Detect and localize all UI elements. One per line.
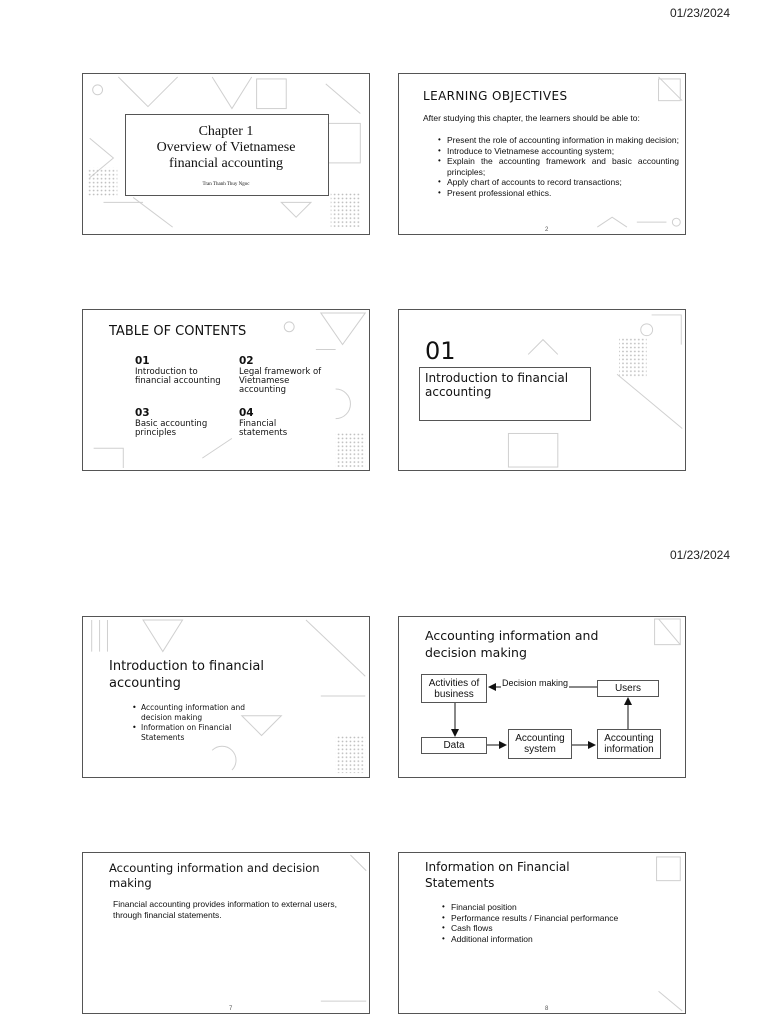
- slide-table-of-contents: [82, 309, 370, 471]
- slide-decoration: [83, 617, 369, 777]
- list-item: • Present professional ethics.: [447, 188, 679, 199]
- toc-item: Legal framework of Vietnamese accounting: [239, 367, 322, 395]
- author-name: Tran Thanh Thuy Ngoc: [202, 182, 250, 187]
- list-item: • Cash flows: [451, 923, 681, 934]
- data-box: Data: [421, 737, 487, 754]
- toc-item: Introduction to financial accounting: [135, 367, 221, 386]
- chapter-title-line-3: financial accounting: [169, 156, 283, 171]
- slide-learning-objectives: [398, 73, 686, 235]
- toc-number: 02: [239, 355, 254, 367]
- slide-chapter-title: [82, 73, 370, 235]
- users-box: Users: [597, 680, 659, 697]
- decision-making-label: Decision making: [502, 678, 569, 688]
- toc-item: Financial statements: [239, 419, 288, 438]
- accounting-system-box: Accounting system: [508, 729, 572, 759]
- slide-body: Financial accounting provides information to external users, through financial statements.: [113, 899, 337, 920]
- list-item: • Performance results / Financial performance: [451, 913, 681, 924]
- slide-title: Accounting information and decision making: [425, 628, 599, 660]
- slide-financial-statements-info: [398, 852, 686, 1014]
- chapter-title-line-2: Overview of Vietnamese: [156, 140, 296, 155]
- page-number: 8: [545, 1006, 549, 1012]
- slide-title: Information on Financial Statements: [425, 860, 570, 890]
- list-item: • Explain the accounting framework and basic accounting principles;: [447, 156, 679, 177]
- accounting-information-box: Accounting information: [597, 729, 661, 759]
- page-number: 7: [229, 1006, 233, 1012]
- page-number: 2: [545, 227, 549, 233]
- slide-intro-financial-accounting: [82, 616, 370, 778]
- list-item: • Information on Financial Statements: [141, 723, 251, 743]
- toc-item: Basic accounting principles: [135, 419, 208, 438]
- activities-of-business-box: Activities of business: [421, 674, 487, 703]
- slide-section-01: [398, 309, 686, 471]
- list-item: • Apply chart of accounts to record transactions;: [447, 177, 679, 188]
- list-item: • Accounting information and decision making: [141, 703, 251, 723]
- topic-list: [129, 703, 251, 743]
- slide-decision-diagram: [398, 616, 686, 778]
- section-number: 01: [425, 337, 456, 365]
- slide-decision-making-text: [82, 852, 370, 1014]
- objectives-intro: After studying this chapter, the learners should be able to:: [423, 113, 640, 123]
- section-title: Introduction to financial accounting: [425, 371, 569, 399]
- chapter-title-line-1: Chapter 1: [198, 124, 254, 139]
- page-date-bottom: 01/23/2024: [669, 548, 730, 562]
- slide-title: Introduction to financial accounting: [109, 659, 265, 691]
- list-item: • Introduce to Vietnamese accounting system;: [447, 146, 679, 157]
- list-item: • Present the role of accounting information in making decision;: [447, 135, 679, 146]
- slide-title: LEARNING OBJECTIVES: [423, 89, 568, 103]
- page-date-top: 01/23/2024: [669, 6, 730, 20]
- statement-info-list: [439, 902, 681, 944]
- list-item: • Financial position: [451, 902, 681, 913]
- toc-number: 03: [135, 407, 150, 419]
- toc-number: 01: [135, 355, 150, 367]
- chapter-title: [125, 124, 327, 172]
- toc-number: 04: [239, 407, 254, 419]
- objectives-list: [435, 135, 679, 198]
- slide-title: Accounting information and decision making: [109, 861, 320, 890]
- list-item: • Additional information: [451, 934, 681, 945]
- slide-title: TABLE OF CONTENTS: [109, 324, 247, 339]
